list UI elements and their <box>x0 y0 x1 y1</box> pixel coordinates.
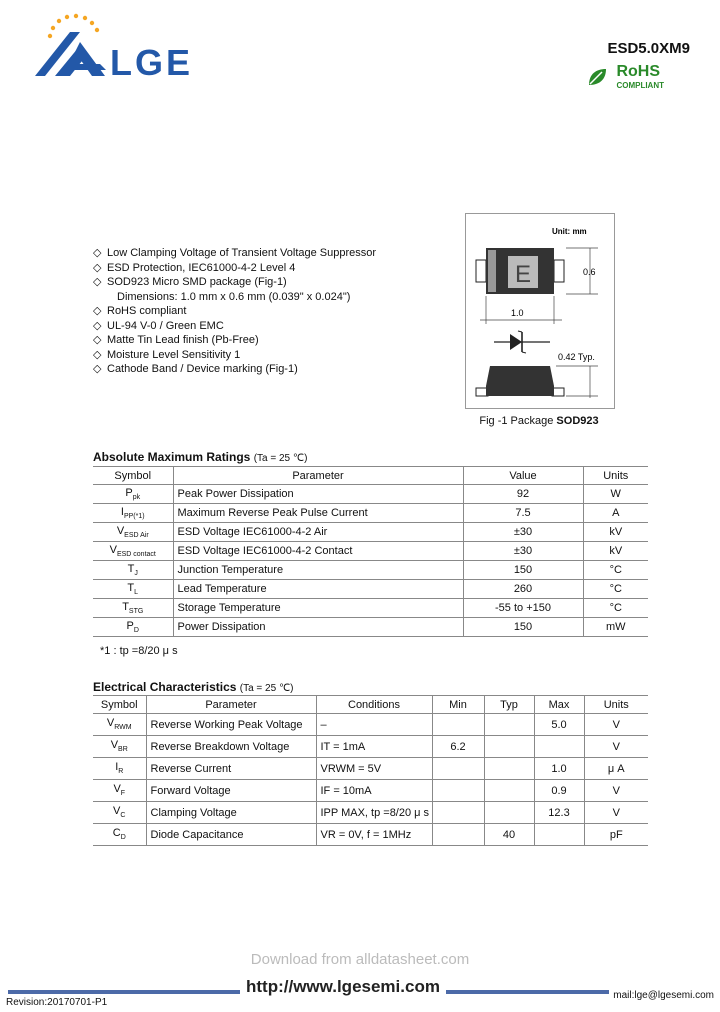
list-item-sub: Dimensions: 1.0 mm x 0.6 mm (0.039" x 0.024") <box>117 290 351 303</box>
elec-table <box>93 695 648 846</box>
elec-condition: (Ta = 25 ℃) <box>239 683 294 694</box>
website-link[interactable]: http://www.lgesemi.com <box>240 977 446 997</box>
revision-label: Revision:20170701-P1 <box>6 997 108 1008</box>
list-item: ◇ Matte Tin Lead finish (Pb-Free) <box>93 334 259 346</box>
leaf-icon <box>586 66 608 88</box>
table-row: $P_{pk}$ Peak Power Dissipation 92 W <box>93 485 648 504</box>
feature-list <box>93 246 376 377</box>
table-row: $V_{ESD contact}$ ESD Voltage IEC61000-4-2 Contact ±30 kV <box>93 542 648 561</box>
table-row: $I_{PP(*1)}$ Maximum Reverse Peak Pulse Current 7.5 A <box>93 504 648 523</box>
dim-height: 0.6 <box>583 267 596 277</box>
dim-thickness: 0.42 Typ. <box>558 352 595 362</box>
table-row: $V_C$ Clamping Voltage IPP MAX, tp =8/20 μ s 12.3 V <box>93 802 648 824</box>
table-row: $V_{BR}$ Reverse Breakdown Voltage IT = 1mA 6.2 V <box>93 736 648 758</box>
device-marking: E <box>514 261 532 288</box>
table-row: $P_D$ Power Dissipation 150 mW <box>93 618 648 637</box>
figure-caption: Fig -1 Package SOD923 <box>479 415 599 427</box>
package-drawing <box>466 214 614 408</box>
abs-max-note: *1 : tp =8/20 μ s <box>100 645 178 657</box>
package-figure <box>465 213 615 409</box>
list-item: ◇ Moisture Level Sensitivity 1 <box>93 348 241 361</box>
table-header: Symbol Parameter Conditions Min Typ Max Units <box>93 696 648 714</box>
rohs-sub: COMPLIANT <box>616 81 664 90</box>
list-item: ◇ SOD923 Micro SMD package (Fig-1) <box>93 276 287 288</box>
table-row: $V_{RWM}$ Reverse Working Peak Voltage – 5.0 V <box>93 714 648 736</box>
caption-package: SOD923 <box>556 415 599 427</box>
list-item: ◇ Cathode Band / Device marking (Fig-1) <box>93 363 298 375</box>
list-item: ◇ RoHS compliant <box>93 305 187 317</box>
abs-max-table <box>93 466 648 637</box>
mail-link[interactable]: mail:lge@lgesemi.com <box>609 990 714 1001</box>
unit-label: Unit: mm <box>552 227 587 236</box>
abs-max-title: Absolute Maximum Ratings (Ta = 25 ℃) <box>93 450 308 464</box>
watermark: Download from alldatasheet.com <box>250 951 470 968</box>
abs-max-condition: (Ta = 25 ℃) <box>253 453 308 464</box>
table-row: $T_J$ Junction Temperature 150 °C <box>93 561 648 580</box>
logo-text: LGE <box>110 42 194 83</box>
table-row: $C_D$ Diode Capacitance VR = 0V, f = 1MHz 40 pF <box>93 824 648 846</box>
table-row: $V_{ESD Air}$ ESD Voltage IEC61000-4-2 Air ±30 kV <box>93 523 648 542</box>
table-row: $I_R$ Reverse Current VRWM = 5V 1.0 μ A <box>93 758 648 780</box>
elec-title: Electrical Characteristics (Ta = 25 ℃) <box>93 680 294 694</box>
part-number: ESD5.0XM9 <box>607 40 690 57</box>
table-row: $T_{STG}$ Storage Temperature -55 to +150 °C <box>93 599 648 618</box>
list-item: ◇ Low Clamping Voltage of Transient Voltage Suppressor <box>93 247 377 259</box>
list-item: ◇ UL-94 V-0 / Green EMC <box>93 319 224 332</box>
dim-width: 1.0 <box>511 308 524 318</box>
table-header: Symbol Parameter Value Units <box>93 467 648 485</box>
table-row: $T_L$ Lead Temperature 260 °C <box>93 580 648 599</box>
table-row: $V_F$ Forward Voltage IF = 10mA 0.9 V <box>93 780 648 802</box>
rohs-badge <box>616 65 664 93</box>
list-item: ◇ ESD Protection, IEC61000-4-2 Level 4 <box>93 261 296 274</box>
rohs-label: RoHS <box>616 63 660 80</box>
